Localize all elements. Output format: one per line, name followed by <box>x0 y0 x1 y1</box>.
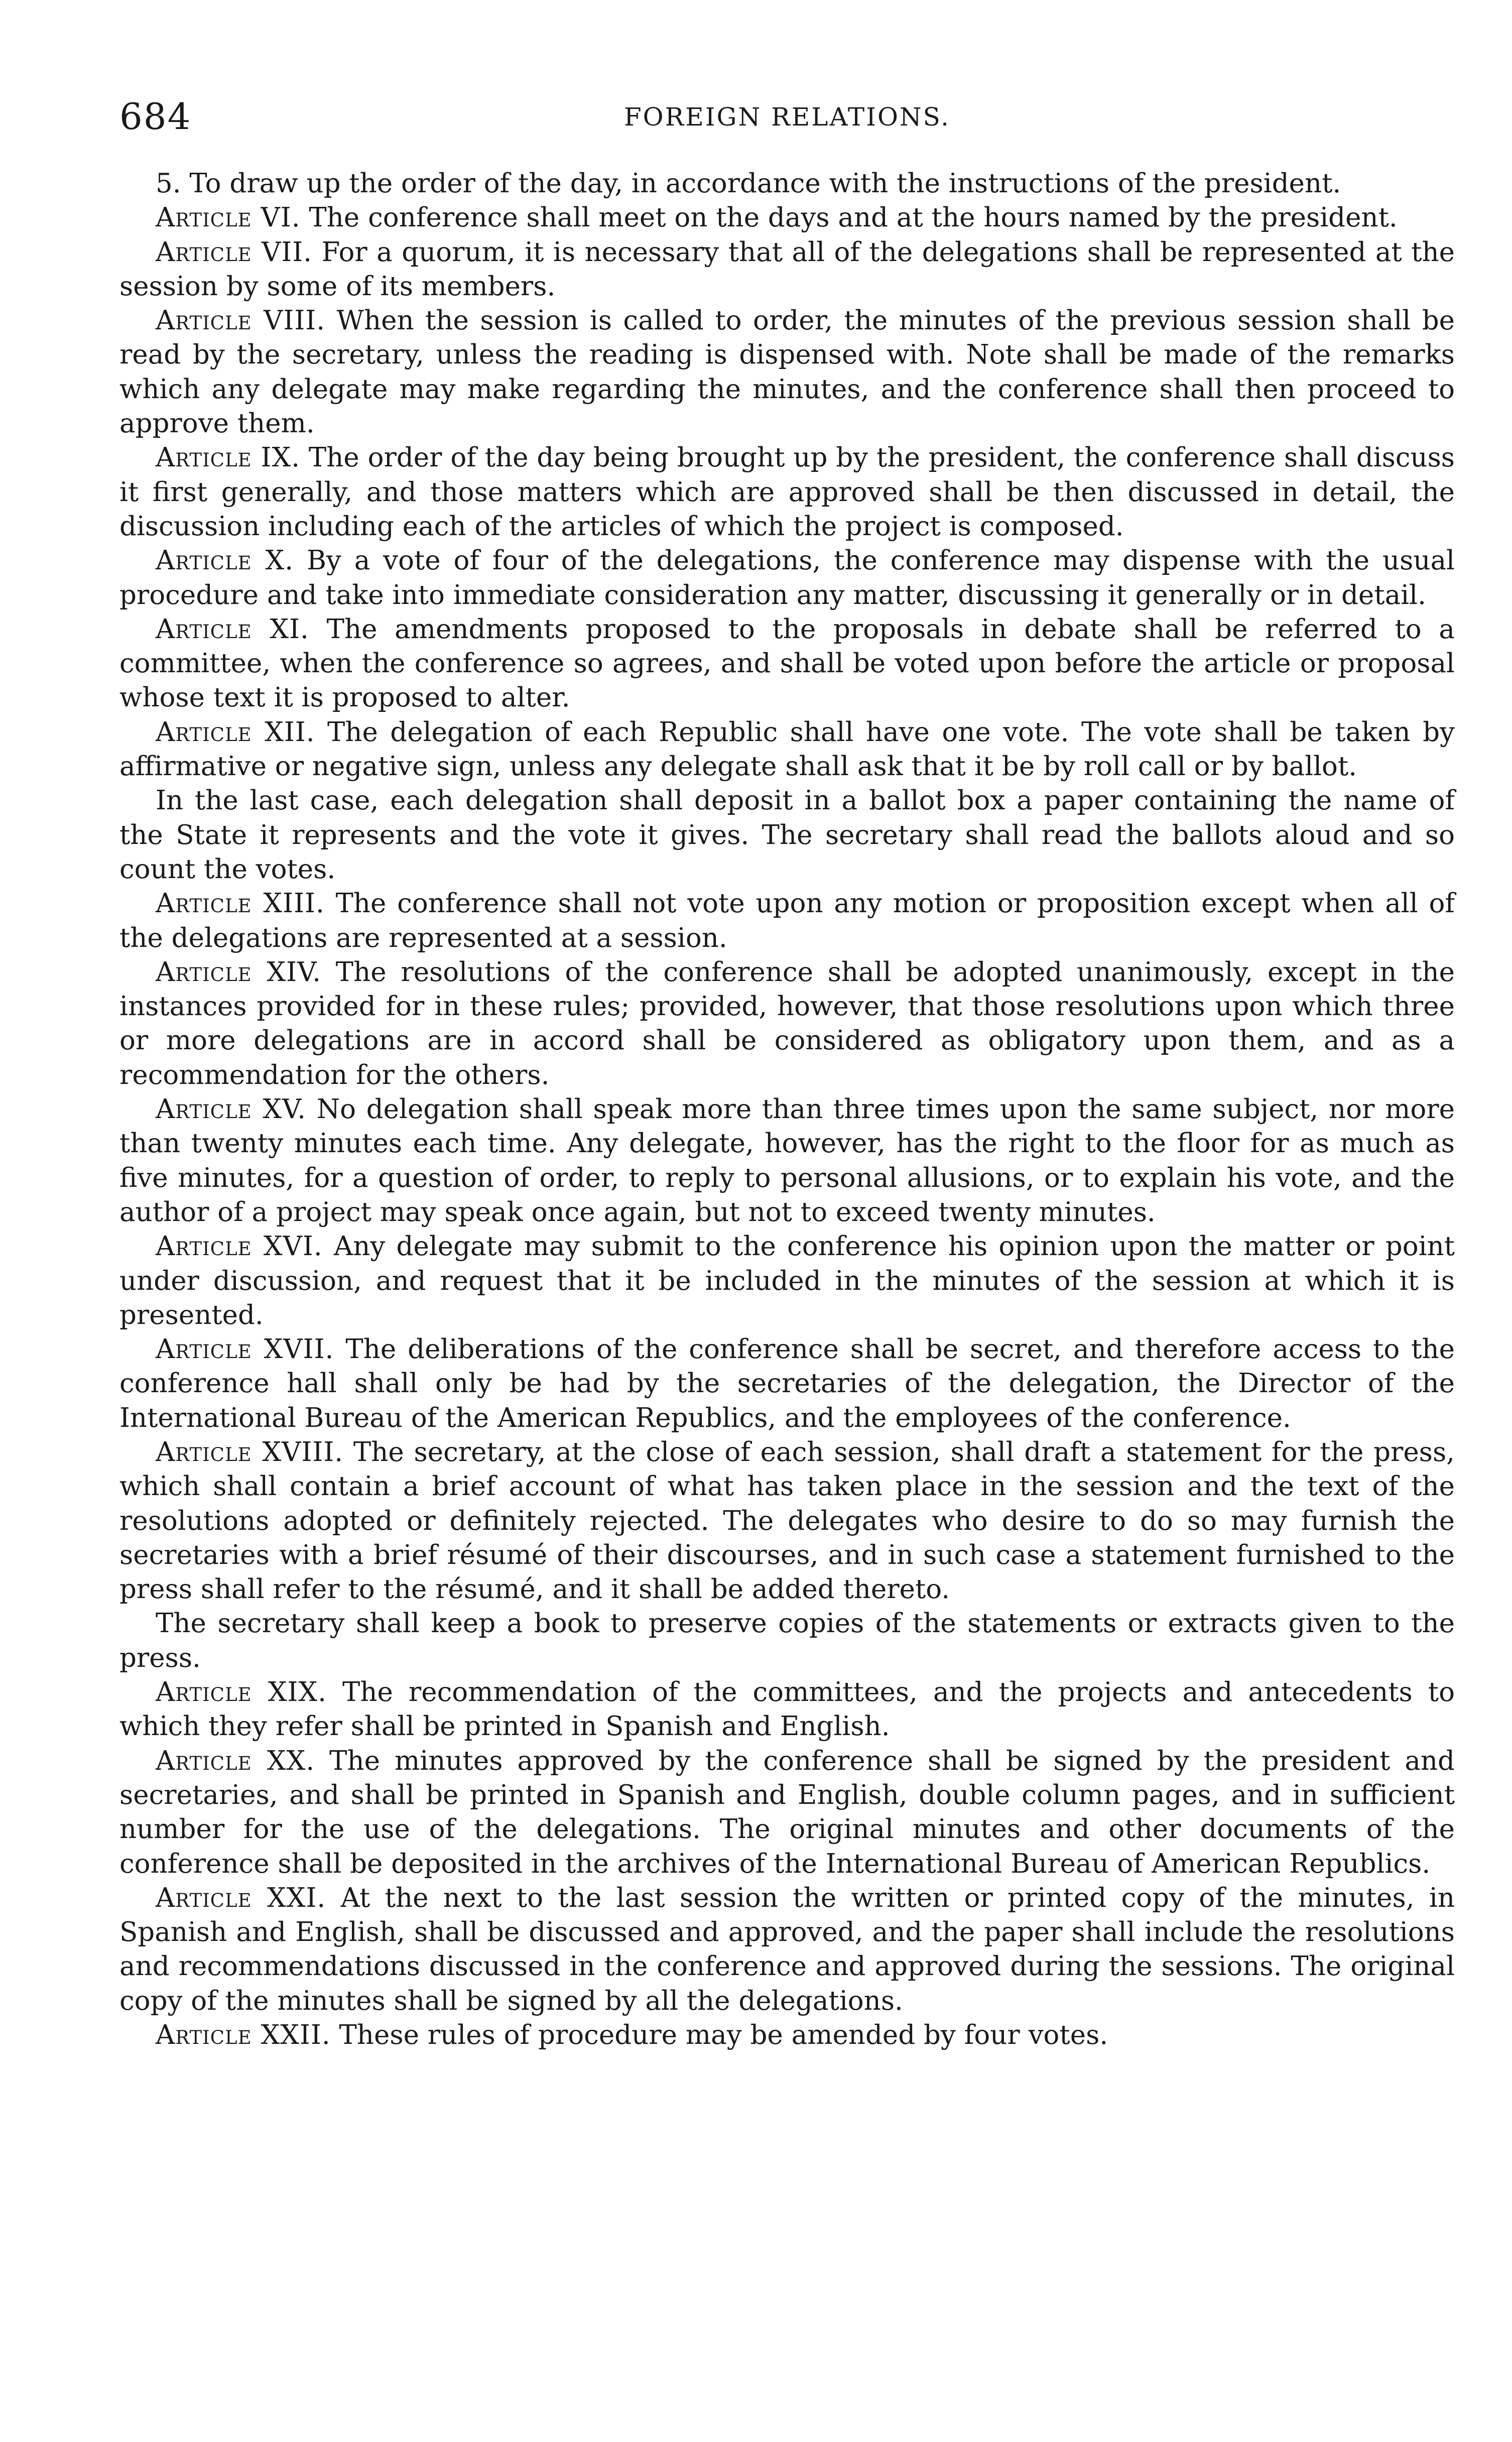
paragraph-text: These rules of procedure may be amended by four votes. <box>330 2020 1108 2051</box>
article-label: Article XX. <box>156 1745 315 1776</box>
paragraph-text: The minutes approved by the conference shall be signed by the president and secretaries, and shall be printed in Spanish and English, double column pages, and in sufficient number for the use of the delegations. The original minutes and other documents of the conference shall be deposited in the archives of the International Bureau of American Republics. <box>119 1745 1455 1879</box>
running-head: FOREIGN RELATIONS. <box>623 102 951 132</box>
article-label: Article XXI. <box>156 1882 326 1913</box>
article-label: Article XIII. <box>156 888 325 919</box>
paragraph <box>119 304 1455 441</box>
paragraph <box>119 887 1455 955</box>
paragraph <box>119 167 1455 201</box>
article-label: Article XV. <box>156 1094 306 1125</box>
article-label: Article X. <box>156 545 294 576</box>
paragraph <box>119 1744 1455 1881</box>
article-label: Article XVIII. <box>156 1436 344 1468</box>
paragraph-text: The secretary shall keep a book to preserve copies of the statements or extracts given to the press. <box>119 1608 1455 1673</box>
paragraph <box>119 1675 1455 1744</box>
paragraph-text: 5. To draw up the order of the day, in accordance with the instructions of the president. <box>156 168 1341 199</box>
page-number: 684 <box>119 95 192 138</box>
paragraph <box>119 1881 1455 2018</box>
article-label: Article XII. <box>156 716 315 748</box>
paragraph-text: The amendments proposed to the proposals in debate shall be referred to a committee, when the conference so agrees, and shall be voted upon before the article or proposal whose text it is proposed to alter. <box>119 614 1455 713</box>
paragraph-text: The resolutions of the conference shall be adopted unanimously, except in the instances provided for in these rules; provided, however, that those resolutions upon which three or more delegations are in accord shall be considered as obligatory upon them, and as a recommendation for the others. <box>119 956 1455 1090</box>
paragraph-text: At the next to the last session the written or printed copy of the minutes, in Spanish and English, shall be discussed and approved, and the paper shall include the resolutions and recommendations discussed in the conference and approved during the sessions. The original copy of the minutes shall be signed by all the delegations. <box>119 1882 1455 2016</box>
document-page <box>119 95 1455 2052</box>
paragraph-text: In the last case, each delegation shall deposit in a ballot box a paper containing the name of the State it represents and the vote it gives. The secretary shall read the ballots aloud and so count the votes. <box>119 785 1455 885</box>
paragraph-text: The order of the day being brought up by the president, the conference shall discuss it first generally, and those matters which are approved shall be then discussed in detail, the discussion including each of the articles of which the project is composed. <box>119 442 1455 542</box>
paragraph <box>119 1092 1455 1230</box>
paragraph-text: The conference shall not vote upon any motion or proposition except when all of the delegations are represented at a session. <box>119 888 1455 953</box>
article-label: Article XVI. <box>156 1231 323 1262</box>
paragraph <box>119 1332 1455 1435</box>
paragraph-text: When the session is called to order, the minutes of the previous session shall be read by the secretary, unless the reading is dispensed with. Note shall be made of the remarks which any delegate may make regarding the minutes, and the conference shall then proceed to approve them. <box>119 305 1455 439</box>
paragraph <box>119 2018 1455 2052</box>
article-label: Article IX. <box>156 442 301 473</box>
page-header <box>119 95 1455 144</box>
article-label: Article VI. <box>156 202 301 233</box>
article-label: Article XIX. <box>156 1677 327 1708</box>
paragraph-text: For a quorum, it is necessary that all of the delegations shall be represented at the session by some of its members. <box>119 236 1455 302</box>
paragraph-text: The recommendation of the committees, and the projects and antecedents to which they refer shall be printed in Spanish and English. <box>119 1677 1455 1742</box>
paragraph <box>119 1230 1455 1332</box>
paragraph <box>119 544 1455 613</box>
paragraph-text: The conference shall meet on the days and at the hours named by the president. <box>300 202 1398 233</box>
paragraph-text: No delegation shall speak more than three times upon the same subject, nor more than twenty minutes each time. Any delegate, however, has the right to the floor for as much as five minutes, for a question of order, to reply to personal allusions, or to explain his vote, and the author of a project may speak once again, but not to exceed twenty minutes. <box>119 1094 1455 1228</box>
paragraph <box>119 784 1455 887</box>
paragraph <box>119 1607 1455 1675</box>
article-label: Article XXII. <box>156 2020 331 2051</box>
body-text <box>119 167 1455 2052</box>
paragraph <box>119 201 1455 235</box>
paragraph <box>119 715 1455 784</box>
article-label: Article XVII. <box>156 1334 334 1365</box>
paragraph-text: Any delegate may submit to the conference his opinion upon the matter or point under discussion, and request that it be included in the minutes of the session at which it is presented. <box>119 1231 1455 1330</box>
paragraph <box>119 955 1455 1092</box>
paragraph-text: By a vote of four of the delegations, the conference may dispense with the usual procedure and take into immediate consideration any matter, discussing it generally or in detail. <box>119 545 1455 610</box>
paragraph <box>119 613 1455 715</box>
paragraph <box>119 441 1455 544</box>
article-label: Article XIV. <box>156 956 321 988</box>
paragraph-text: The secretary, at the close of each session, shall draft a statement for the press, which shall contain a brief account of what has taken place in the session and the text of the resolutions adopted or definitely rejected. The delegates who desire to do so may furnish the secretaries with a brief résumé of their discourses, and in such case a statement furnished to the press shall refer to the résumé, and it shall be added thereto. <box>119 1436 1455 1605</box>
article-label: Article VIII. <box>156 305 326 336</box>
article-label: Article VII. <box>156 236 313 268</box>
paragraph-text: The delegation of each Republic shall have one vote. The vote shall be taken by affirmative or negative sign, unless any delegate shall ask that it be by roll call or by ballot. <box>119 716 1455 782</box>
article-label: Article XI. <box>156 614 309 645</box>
paragraph <box>119 235 1455 304</box>
paragraph-text: The deliberations of the conference shall be secret, and therefore access to the conference hall shall only be had by the secretaries of the delegation, the Director of the International Bureau of the American Republics, and the employees of the conference. <box>119 1334 1455 1433</box>
paragraph <box>119 1435 1455 1607</box>
